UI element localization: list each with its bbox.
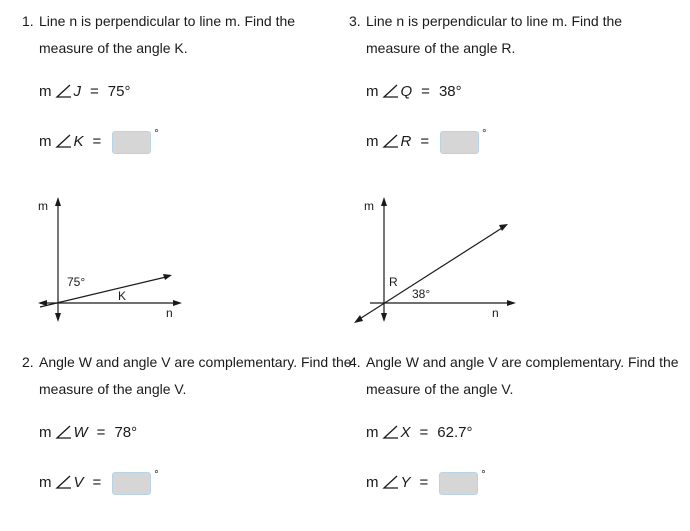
equals-sign: = [92,133,102,150]
measure-symbol: m [366,83,379,100]
answer-input[interactable] [440,131,479,154]
arrow-m-bottom-icon [55,313,61,322]
angle-icon [382,84,399,98]
problem-number: 2. [22,354,34,370]
angle-icon [55,425,72,439]
answer-equation [39,129,159,155]
arrow-m-top-icon [381,197,387,206]
equals-sign: = [90,83,99,100]
arrow-m-top-icon [55,197,61,206]
label-r: R [389,275,398,289]
measure-symbol: m [366,424,379,441]
measure-symbol: m [39,83,52,100]
arrow-n-right-icon [173,300,182,306]
arrow-ray-icon [163,274,172,280]
label-k: K [118,289,127,303]
problem-text: Angle W and angle V are complementary. Find the measure of the angle V. [366,354,679,397]
measure-symbol: m [39,133,52,150]
equals-sign: = [421,83,430,100]
angle-icon [382,134,399,148]
problem-prompt [349,349,679,403]
label-75: 75° [67,275,86,289]
angle-variable: Y [400,474,411,491]
given-equation [366,79,462,105]
label-38: 38° [412,287,431,301]
angle-value: 62.7° [437,424,473,441]
problem-number: 4. [349,354,361,370]
angle-variable: K [73,133,84,150]
diagram-3 [350,193,520,323]
angle-icon [55,475,72,489]
label-m: m [364,199,374,213]
problem-prompt [22,8,352,62]
angle-value: 38° [438,83,462,100]
angle-variable: Q [400,83,413,100]
problem-text: Line n is perpendicular to line m. Find the measure of the angle K. [39,13,296,56]
angle-variable: X [400,424,411,441]
given-equation [39,420,137,446]
given-equation [39,79,130,105]
problem-3 [349,8,679,150]
given-equation [366,420,472,446]
equals-sign: = [96,424,106,441]
measure-symbol: m [39,424,52,441]
problem-2 [22,349,352,491]
angle-variable: W [73,424,88,441]
angle-icon [55,134,72,148]
degree-unit: ° [481,469,486,481]
angle-variable: R [400,133,412,150]
degree-unit: ° [482,128,487,140]
angle-icon [55,84,72,98]
angle-value: 75° [107,83,131,100]
degree-unit: ° [154,128,159,140]
angle-icon [382,475,399,489]
arrow-n-right-icon [507,300,516,306]
angle-variable: J [73,83,81,100]
angle-value: 78° [114,424,138,441]
problem-number: 3. [349,13,361,29]
angle-icon [382,425,399,439]
answer-equation [39,470,159,496]
label-n: n [166,306,173,320]
equals-sign: = [419,474,429,491]
equals-sign: = [92,474,102,491]
problem-prompt [349,8,679,62]
answer-input[interactable] [112,472,151,495]
equals-sign: = [420,133,430,150]
measure-symbol: m [366,474,379,491]
problem-number: 1. [22,13,34,29]
problem-1 [22,8,352,150]
answer-input[interactable] [112,131,151,154]
angle-variable: V [73,474,84,491]
measure-symbol: m [366,133,379,150]
measure-symbol: m [39,474,52,491]
problem-text: Angle W and angle V are complementary. Find the measure of the angle V. [39,354,352,397]
arrow-m-bottom-icon [381,313,387,322]
label-n: n [492,306,499,320]
answer-equation [366,470,486,496]
arrow-transversal-top-icon [499,224,508,231]
problem-prompt [22,349,352,403]
diagram-1 [30,193,190,323]
equals-sign: = [419,424,429,441]
label-m: m [38,199,48,213]
answer-input[interactable] [439,472,478,495]
degree-unit: ° [154,469,159,481]
answer-equation [366,129,487,155]
problem-4 [349,349,679,491]
transversal [358,228,502,320]
arrow-transversal-bottom-icon [354,315,363,323]
problem-text: Line n is perpendicular to line m. Find the measure of the angle R. [366,13,623,56]
